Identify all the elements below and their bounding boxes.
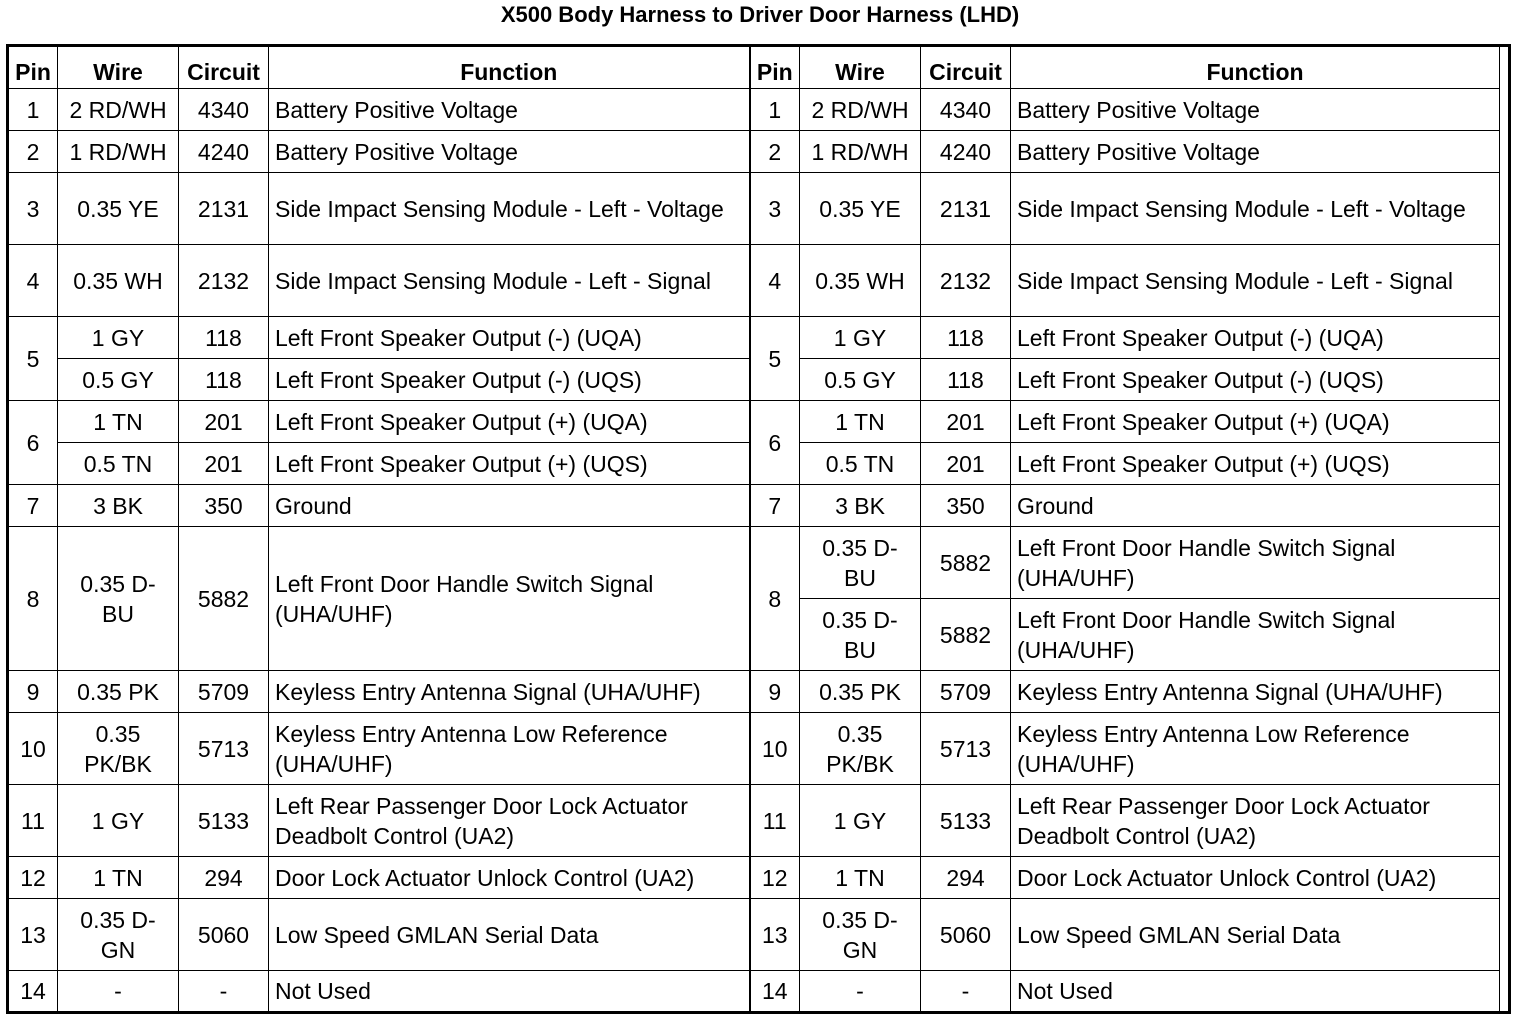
circuit-cell: 5713 bbox=[921, 713, 1011, 785]
function-cell: Ground bbox=[269, 485, 750, 527]
circuit-cell: 350 bbox=[179, 485, 269, 527]
harness-table bbox=[6, 44, 1511, 1014]
pin-cell: 9 bbox=[750, 671, 800, 713]
circuit-cell: 294 bbox=[179, 857, 269, 899]
table-row bbox=[8, 713, 1510, 785]
table-row bbox=[8, 485, 1510, 527]
pin-cell: 2 bbox=[8, 131, 58, 173]
pin-cell: 11 bbox=[750, 785, 800, 857]
circuit-cell: 201 bbox=[179, 401, 269, 443]
circuit-cell: 2132 bbox=[179, 245, 269, 317]
circuit-cell: 4340 bbox=[921, 89, 1011, 131]
wire-cell: - bbox=[800, 971, 921, 1013]
function-cell: Left Front Speaker Output (+) (UQS) bbox=[1011, 443, 1500, 485]
function-cell: Left Rear Passenger Door Lock Actuator Deadbolt Control (UA2) bbox=[1011, 785, 1500, 857]
table-row bbox=[8, 245, 1510, 317]
wire-cell: 2 RD/WH bbox=[58, 89, 179, 131]
function-cell: Low Speed GMLAN Serial Data bbox=[1011, 899, 1500, 971]
wire-cell: 1 TN bbox=[800, 401, 921, 443]
function-cell: Battery Positive Voltage bbox=[269, 89, 750, 131]
circuit-cell: 201 bbox=[921, 401, 1011, 443]
wire-cell: 0.35 YE bbox=[800, 173, 921, 245]
pin-cell: 1 bbox=[750, 89, 800, 131]
pin-cell: 8 bbox=[8, 527, 58, 671]
circuit-cell: 2131 bbox=[179, 173, 269, 245]
pin-cell: 13 bbox=[750, 899, 800, 971]
function-cell: Door Lock Actuator Unlock Control (UA2) bbox=[269, 857, 750, 899]
wire-cell: 0.5 TN bbox=[800, 443, 921, 485]
pin-cell: 2 bbox=[750, 131, 800, 173]
table-row bbox=[8, 785, 1510, 857]
function-cell: Left Front Door Handle Switch Signal (UHA/UHF) bbox=[269, 527, 750, 671]
pin-cell: 14 bbox=[8, 971, 58, 1013]
function-cell: Battery Positive Voltage bbox=[1011, 131, 1500, 173]
pin-cell: 6 bbox=[750, 401, 800, 485]
table-row bbox=[8, 317, 1510, 359]
wire-cell: 3 BK bbox=[58, 485, 179, 527]
circuit-cell: 294 bbox=[921, 857, 1011, 899]
function-cell: Keyless Entry Antenna Signal (UHA/UHF) bbox=[269, 671, 750, 713]
wire-cell: 1 TN bbox=[58, 857, 179, 899]
circuit-cell: 5133 bbox=[921, 785, 1011, 857]
wire-cell: 1 TN bbox=[58, 401, 179, 443]
table-row bbox=[8, 527, 1510, 599]
function-cell: Keyless Entry Antenna Low Reference (UHA/UHF) bbox=[269, 713, 750, 785]
function-cell: Left Front Door Handle Switch Signal (UHA/UHF) bbox=[1011, 599, 1500, 671]
pin-cell: 12 bbox=[8, 857, 58, 899]
header-pin: Pin bbox=[750, 46, 800, 89]
circuit-cell: 4240 bbox=[921, 131, 1011, 173]
edge-spacer bbox=[1500, 245, 1510, 317]
wire-cell: 1 GY bbox=[58, 785, 179, 857]
wire-cell: 1 GY bbox=[800, 785, 921, 857]
wire-cell: 0.35 WH bbox=[800, 245, 921, 317]
circuit-cell: 5060 bbox=[179, 899, 269, 971]
function-cell: Side Impact Sensing Module - Left - Signal bbox=[269, 245, 750, 317]
header-function: Function bbox=[269, 46, 750, 89]
circuit-cell: 201 bbox=[921, 443, 1011, 485]
circuit-cell: 5060 bbox=[921, 899, 1011, 971]
edge-spacer bbox=[1500, 599, 1510, 671]
header-function: Function bbox=[1011, 46, 1500, 89]
function-cell: Left Front Speaker Output (+) (UQS) bbox=[269, 443, 750, 485]
table-row bbox=[8, 971, 1510, 1013]
pin-cell: 6 bbox=[8, 401, 58, 485]
header-row bbox=[8, 46, 1510, 89]
wire-cell: 1 GY bbox=[800, 317, 921, 359]
function-cell: Left Front Speaker Output (-) (UQS) bbox=[269, 359, 750, 401]
pin-cell: 14 bbox=[750, 971, 800, 1013]
edge-spacer bbox=[1500, 359, 1510, 401]
circuit-cell: 4340 bbox=[179, 89, 269, 131]
circuit-cell: - bbox=[179, 971, 269, 1013]
edge-spacer bbox=[1500, 857, 1510, 899]
wire-cell: 0.5 GY bbox=[58, 359, 179, 401]
circuit-cell: 350 bbox=[921, 485, 1011, 527]
table-row bbox=[8, 401, 1510, 443]
function-cell: Left Front Speaker Output (-) (UQA) bbox=[1011, 317, 1500, 359]
table-row bbox=[8, 173, 1510, 245]
edge-spacer bbox=[1500, 89, 1510, 131]
pin-cell: 7 bbox=[8, 485, 58, 527]
wire-cell: 0.35 YE bbox=[58, 173, 179, 245]
circuit-cell: 118 bbox=[921, 359, 1011, 401]
wire-cell: 3 BK bbox=[800, 485, 921, 527]
header-wire: Wire bbox=[800, 46, 921, 89]
circuit-cell: 5882 bbox=[921, 599, 1011, 671]
table-row bbox=[8, 857, 1510, 899]
circuit-cell: 118 bbox=[921, 317, 1011, 359]
function-cell: Keyless Entry Antenna Low Reference (UHA/UHF) bbox=[1011, 713, 1500, 785]
edge-spacer bbox=[1500, 899, 1510, 971]
wire-cell: 0.35 PK bbox=[800, 671, 921, 713]
pin-cell: 4 bbox=[750, 245, 800, 317]
wire-cell: 2 RD/WH bbox=[800, 89, 921, 131]
header-pin: Pin bbox=[8, 46, 58, 89]
header-circuit: Circuit bbox=[921, 46, 1011, 89]
wire-cell: 0.35 WH bbox=[58, 245, 179, 317]
pin-cell: 5 bbox=[8, 317, 58, 401]
pin-cell: 3 bbox=[750, 173, 800, 245]
table-row bbox=[8, 89, 1510, 131]
wire-cell: 0.35 PK/BK bbox=[58, 713, 179, 785]
table-title: X500 Body Harness to Driver Door Harness (LHD) bbox=[500, 2, 1020, 27]
circuit-cell: 4240 bbox=[179, 131, 269, 173]
circuit-cell: 2132 bbox=[921, 245, 1011, 317]
pin-cell: 10 bbox=[8, 713, 58, 785]
function-cell: Side Impact Sensing Module - Left - Voltage bbox=[269, 173, 750, 245]
edge-spacer bbox=[1500, 527, 1510, 599]
pin-cell: 12 bbox=[750, 857, 800, 899]
wire-cell: 1 RD/WH bbox=[58, 131, 179, 173]
pin-cell: 7 bbox=[750, 485, 800, 527]
pin-cell: 9 bbox=[8, 671, 58, 713]
edge-spacer bbox=[1500, 443, 1510, 485]
edge-spacer bbox=[1500, 971, 1510, 1013]
function-cell: Left Rear Passenger Door Lock Actuator Deadbolt Control (UA2) bbox=[269, 785, 750, 857]
circuit-cell: 5882 bbox=[179, 527, 269, 671]
wire-cell: 1 GY bbox=[58, 317, 179, 359]
pin-cell: 10 bbox=[750, 713, 800, 785]
pin-cell: 1 bbox=[8, 89, 58, 131]
wire-cell: 0.35 D-BU bbox=[800, 527, 921, 599]
wire-cell: 1 RD/WH bbox=[800, 131, 921, 173]
function-cell: Side Impact Sensing Module - Left - Voltage bbox=[1011, 173, 1500, 245]
wire-cell: - bbox=[58, 971, 179, 1013]
edge-spacer bbox=[1500, 785, 1510, 857]
circuit-cell: 201 bbox=[179, 443, 269, 485]
wire-cell: 0.35 D-GN bbox=[58, 899, 179, 971]
wire-cell: 0.35 PK bbox=[58, 671, 179, 713]
wire-cell: 0.5 TN bbox=[58, 443, 179, 485]
function-cell: Side Impact Sensing Module - Left - Signal bbox=[1011, 245, 1500, 317]
table-row bbox=[8, 671, 1510, 713]
function-cell: Ground bbox=[1011, 485, 1500, 527]
edge-spacer bbox=[1500, 131, 1510, 173]
edge-spacer bbox=[1500, 713, 1510, 785]
function-cell: Keyless Entry Antenna Signal (UHA/UHF) bbox=[1011, 671, 1500, 713]
pin-cell: 4 bbox=[8, 245, 58, 317]
function-cell: Not Used bbox=[269, 971, 750, 1013]
pin-cell: 13 bbox=[8, 899, 58, 971]
table-row bbox=[8, 899, 1510, 971]
wire-cell: 1 TN bbox=[800, 857, 921, 899]
function-cell: Left Front Speaker Output (+) (UQA) bbox=[269, 401, 750, 443]
edge-spacer bbox=[1500, 173, 1510, 245]
edge-spacer bbox=[1500, 46, 1510, 89]
function-cell: Door Lock Actuator Unlock Control (UA2) bbox=[1011, 857, 1500, 899]
wire-cell: 0.35 D-BU bbox=[58, 527, 179, 671]
edge-spacer bbox=[1500, 317, 1510, 359]
function-cell: Not Used bbox=[1011, 971, 1500, 1013]
function-cell: Left Front Door Handle Switch Signal (UHA/UHF) bbox=[1011, 527, 1500, 599]
wire-cell: 0.5 GY bbox=[800, 359, 921, 401]
pin-cell: 11 bbox=[8, 785, 58, 857]
circuit-cell: 118 bbox=[179, 317, 269, 359]
function-cell: Low Speed GMLAN Serial Data bbox=[269, 899, 750, 971]
circuit-cell: 2131 bbox=[921, 173, 1011, 245]
wire-cell: 0.35 D-BU bbox=[800, 599, 921, 671]
header-circuit: Circuit bbox=[179, 46, 269, 89]
wire-cell: 0.35 D-GN bbox=[800, 899, 921, 971]
wire-cell: 0.35 PK/BK bbox=[800, 713, 921, 785]
pin-cell: 3 bbox=[8, 173, 58, 245]
pin-cell: 5 bbox=[750, 317, 800, 401]
circuit-cell: 118 bbox=[179, 359, 269, 401]
circuit-cell: 5882 bbox=[921, 527, 1011, 599]
edge-spacer bbox=[1500, 485, 1510, 527]
function-cell: Left Front Speaker Output (-) (UQA) bbox=[269, 317, 750, 359]
edge-spacer bbox=[1500, 671, 1510, 713]
circuit-cell: 5709 bbox=[179, 671, 269, 713]
table-row bbox=[8, 131, 1510, 173]
header-wire: Wire bbox=[58, 46, 179, 89]
edge-spacer bbox=[1500, 401, 1510, 443]
function-cell: Battery Positive Voltage bbox=[269, 131, 750, 173]
circuit-cell: 5713 bbox=[179, 713, 269, 785]
pin-cell: 8 bbox=[750, 527, 800, 671]
function-cell: Left Front Speaker Output (-) (UQS) bbox=[1011, 359, 1500, 401]
function-cell: Battery Positive Voltage bbox=[1011, 89, 1500, 131]
circuit-cell: 5709 bbox=[921, 671, 1011, 713]
circuit-cell: - bbox=[921, 971, 1011, 1013]
circuit-cell: 5133 bbox=[179, 785, 269, 857]
function-cell: Left Front Speaker Output (+) (UQA) bbox=[1011, 401, 1500, 443]
